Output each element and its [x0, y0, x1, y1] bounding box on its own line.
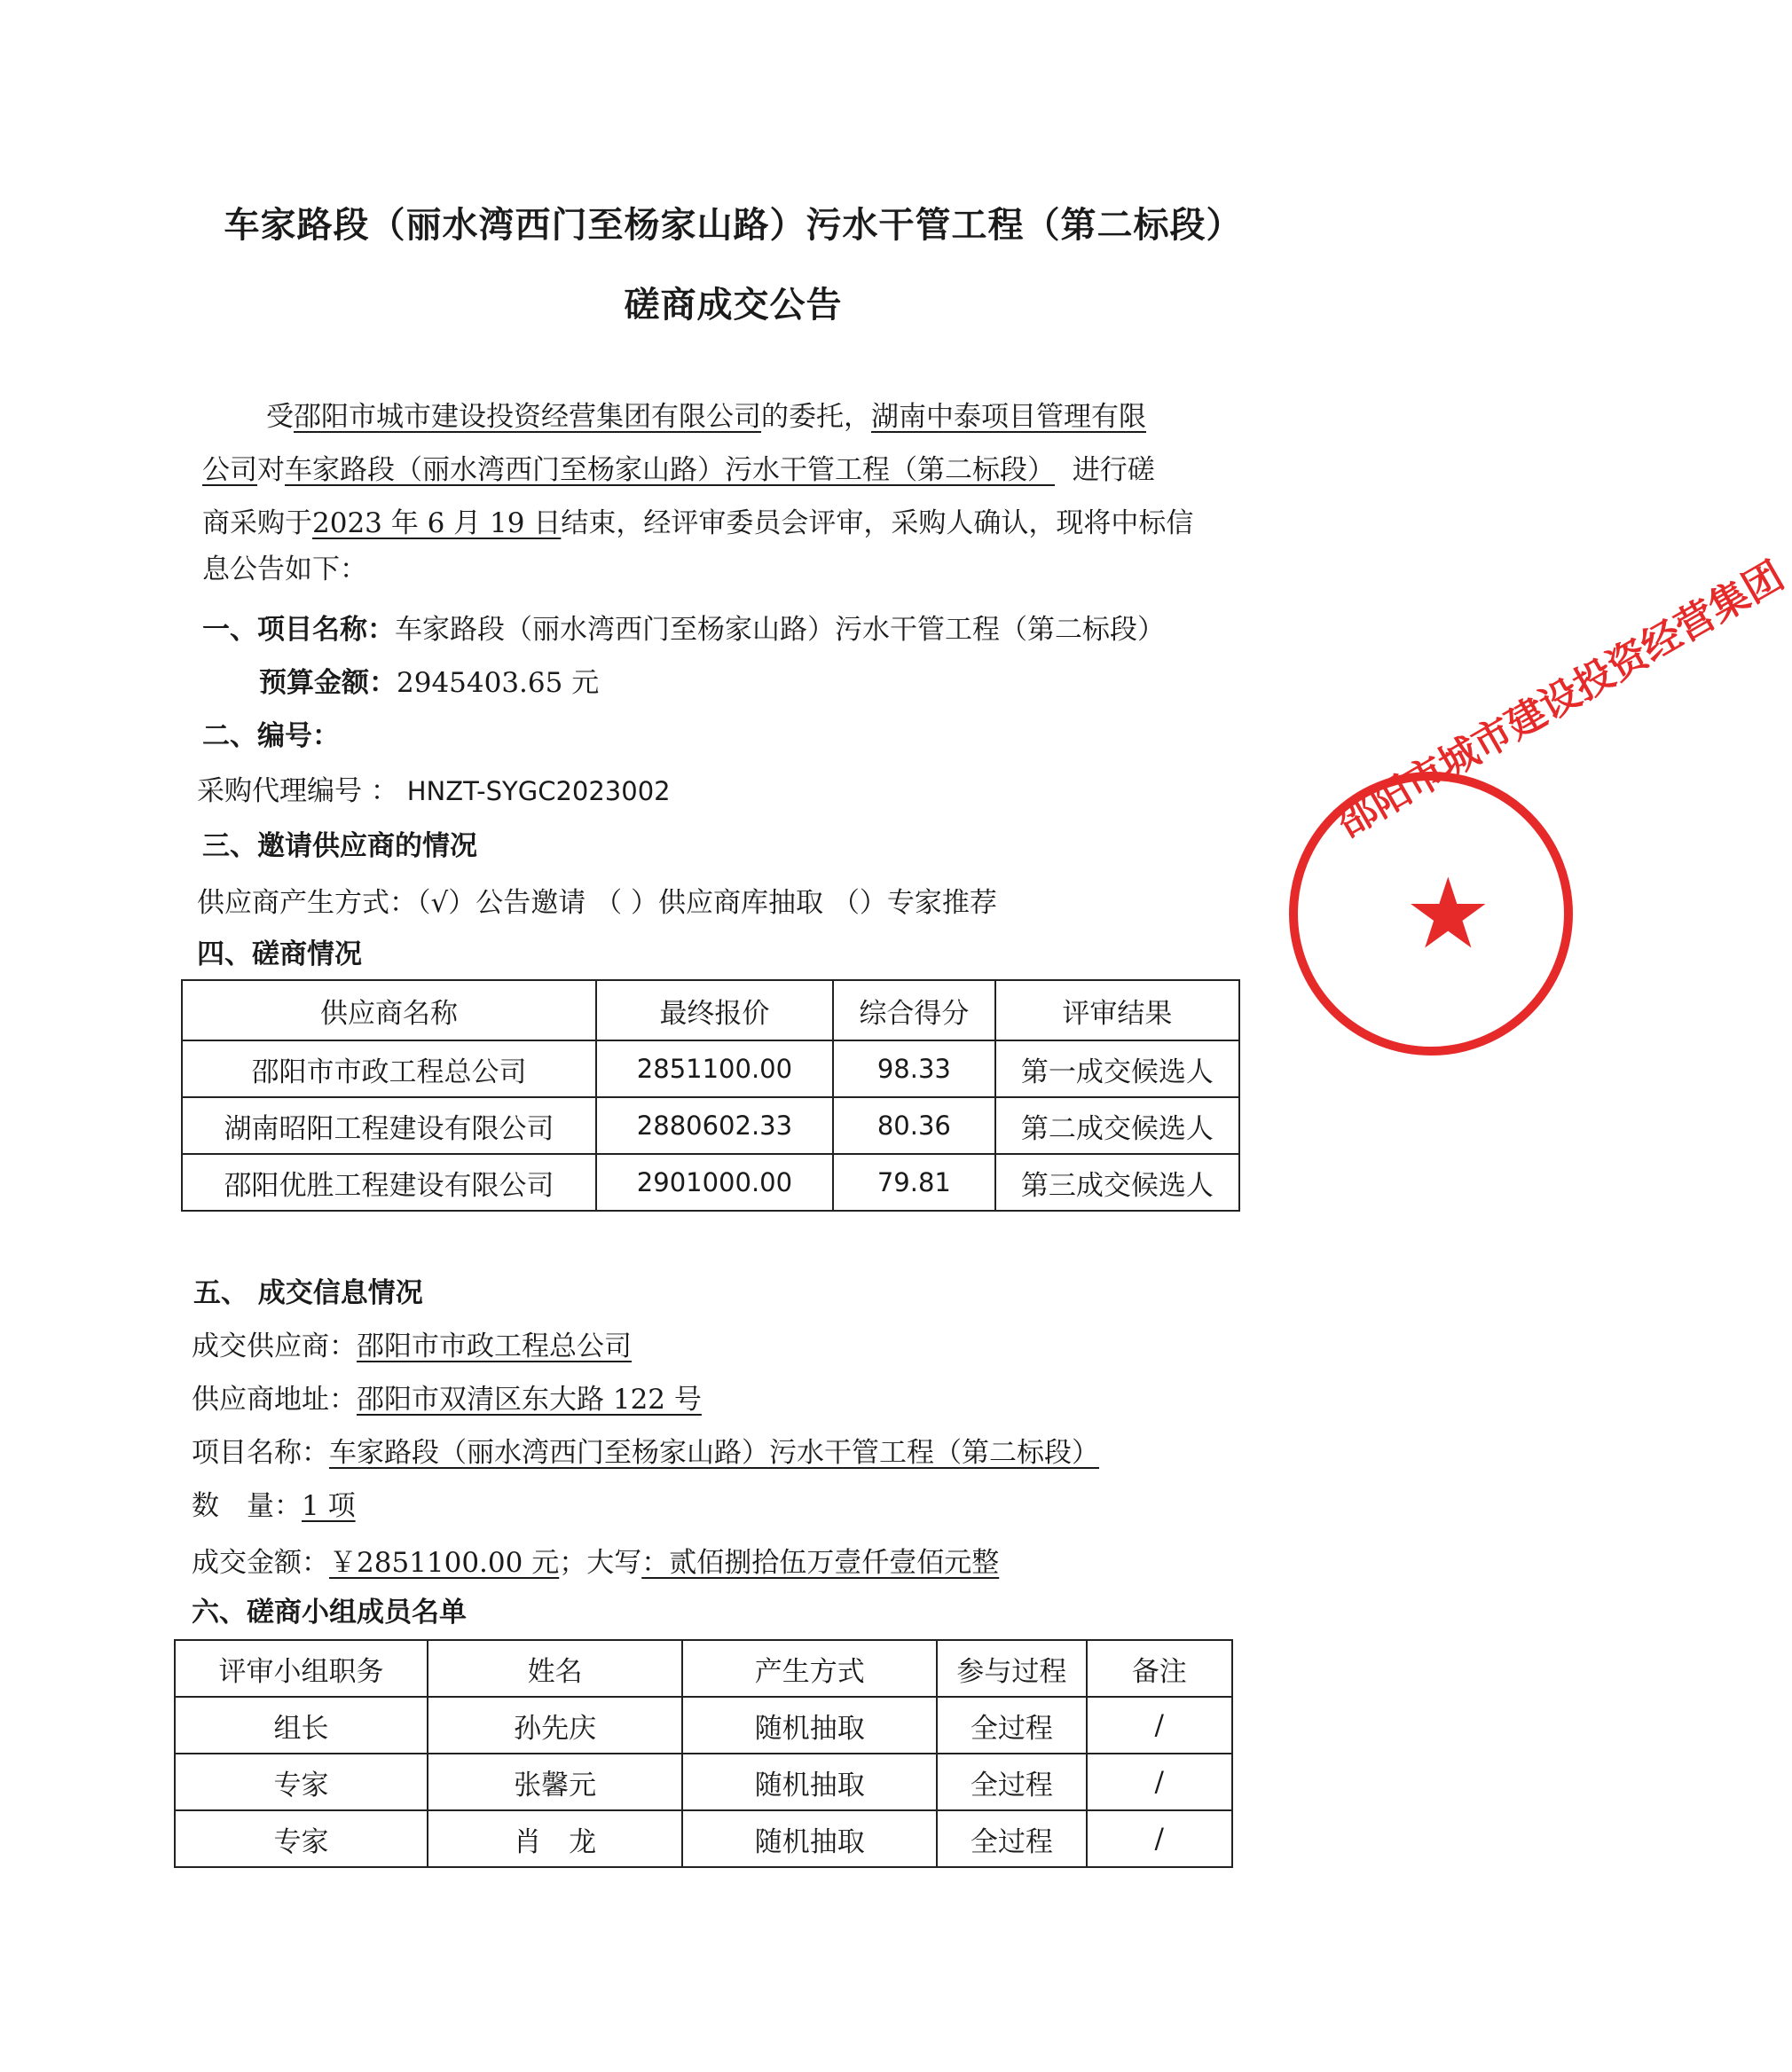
section-heading: 一、项目名称： — [202, 614, 395, 646]
table-header-row — [182, 980, 1239, 1040]
deal-supplier-line — [192, 1327, 632, 1366]
section-2-heading: 二、编号： — [202, 720, 340, 752]
score-cell: 80.36 — [833, 1097, 995, 1154]
star-icon: ★ — [1404, 857, 1492, 970]
column-header: 最终报价 — [596, 980, 833, 1040]
supplier-name-cell: 湖南昭阳工程建设有限公司 — [182, 1097, 596, 1154]
table-row — [182, 1154, 1239, 1211]
intro-text: 进行磋 — [1072, 454, 1155, 486]
quote-cell: 2851100.00 — [596, 1040, 833, 1097]
section-4-heading: 四、磋商情况 — [197, 938, 362, 970]
participation-cell: 全过程 — [937, 1810, 1086, 1867]
table-header-row — [175, 1640, 1232, 1697]
supplier-method-line: 供应商产生方式：（√）公告邀请 （ ）供应商库抽取 （）专家推荐 — [197, 887, 997, 919]
amount-words-value: ：贰佰捌拾伍万壹仟壹佰元整 — [641, 1547, 1000, 1579]
budget-line — [259, 663, 599, 702]
quantity-label: 数 量： — [192, 1490, 302, 1522]
selection-method-cell: 随机抽取 — [682, 1810, 937, 1867]
score-cell: 79.81 — [833, 1154, 995, 1211]
deal-supplier-value: 邵阳市市政工程总公司 — [357, 1330, 632, 1362]
budget-label: 预算金额： — [259, 667, 397, 699]
project-name: 车家路段（丽水湾西门至杨家山路）污水干管工程（第二标段） — [285, 454, 1055, 486]
seal-text: 邵阳市城市建设投资经营集团 — [1329, 553, 1792, 846]
section-6-heading: 六、磋商小组成员名单 — [192, 1597, 467, 1629]
intro-line-1 — [266, 397, 1146, 436]
selection-method-cell: 随机抽取 — [682, 1754, 937, 1810]
role-cell: 专家 — [175, 1754, 428, 1810]
amount-words-label: ；大写 — [559, 1547, 642, 1579]
section-1 — [202, 610, 1165, 649]
column-header: 综合得分 — [833, 980, 995, 1040]
column-header: 供应商名称 — [182, 980, 596, 1040]
intro-text: 的委托， — [761, 401, 871, 433]
agent-name: 湖南中泰项目管理有限 — [871, 401, 1146, 433]
end-date: 2023 年 6 月 19 日 — [312, 507, 562, 539]
section-3-heading: 三、邀请供应商的情况 — [202, 830, 477, 862]
intro-text: 对 — [257, 454, 285, 486]
column-header: 参与过程 — [937, 1640, 1086, 1697]
supplier-address-label: 供应商地址： — [192, 1384, 357, 1416]
agent-name: 公司 — [202, 454, 257, 486]
deal-project-value: 车家路段（丽水湾西门至杨家山路）污水干管工程（第二标段） — [329, 1437, 1099, 1469]
column-header: 姓名 — [428, 1640, 682, 1697]
quote-cell: 2880602.33 — [596, 1097, 833, 1154]
intro-text: 受 — [266, 401, 294, 433]
intro-line-2 — [202, 451, 1155, 490]
intro-line-4: 息公告如下： — [202, 553, 367, 585]
intro-text: 结束，经评审委员会评审，采购人确认，现将中标信 — [561, 507, 1194, 539]
project-name: 车家路段（丽水湾西门至杨家山路）污水干管工程（第二标段） — [395, 614, 1165, 646]
deal-project-line — [192, 1433, 1099, 1472]
bidding-table — [181, 979, 1240, 1212]
table-row — [182, 1040, 1239, 1097]
agency-code-line — [197, 772, 671, 811]
quantity-value: 1 项 — [302, 1490, 356, 1522]
table-row — [175, 1697, 1232, 1754]
remark-cell: / — [1087, 1697, 1232, 1754]
deal-project-label: 项目名称： — [192, 1437, 329, 1469]
deal-amount-line — [192, 1543, 999, 1582]
agency-code-label: 采购代理编号 ： — [197, 775, 398, 807]
participation-cell: 全过程 — [937, 1697, 1086, 1754]
participation-cell: 全过程 — [937, 1754, 1086, 1810]
section-5-heading: 五、 成交信息情况 — [193, 1277, 423, 1309]
owner-name: 邵阳市城市建设投资经营集团有限公司 — [294, 401, 761, 433]
agency-code-value: HNZT-SYGC2023002 — [406, 776, 671, 806]
deal-supplier-label: 成交供应商： — [192, 1330, 357, 1362]
remark-cell: / — [1087, 1810, 1232, 1867]
deal-amount-label: 成交金额： — [192, 1547, 329, 1579]
table-row — [175, 1810, 1232, 1867]
result-cell: 第一成交候选人 — [995, 1040, 1239, 1097]
column-header: 评审结果 — [995, 980, 1239, 1040]
intro-text: 商采购于 — [202, 507, 312, 539]
panel-members-table — [174, 1639, 1233, 1868]
intro-line-3 — [202, 504, 1193, 543]
table-row — [175, 1754, 1232, 1810]
role-cell: 组长 — [175, 1697, 428, 1754]
result-cell: 第二成交候选人 — [995, 1097, 1239, 1154]
document-title-line1: 车家路段（丽水湾西门至杨家山路）污水干管工程（第二标段） — [224, 204, 1243, 246]
column-header: 评审小组职务 — [175, 1640, 428, 1697]
column-header: 备注 — [1087, 1640, 1232, 1697]
table-row — [182, 1097, 1239, 1154]
result-cell: 第三成交候选人 — [995, 1154, 1239, 1211]
score-cell: 98.33 — [833, 1040, 995, 1097]
quote-cell: 2901000.00 — [596, 1154, 833, 1211]
selection-method-cell: 随机抽取 — [682, 1697, 937, 1754]
member-name-cell: 肖 龙 — [428, 1810, 682, 1867]
column-header: 产生方式 — [682, 1640, 937, 1697]
member-name-cell: 孙先庆 — [428, 1697, 682, 1754]
document-title-line2: 磋商成交公告 — [624, 284, 843, 326]
quantity-line — [192, 1487, 356, 1526]
supplier-address-value: 邵阳市双清区东大路 122 号 — [357, 1384, 702, 1416]
budget-value: 2945403.65 元 — [397, 667, 600, 699]
company-seal — [1289, 553, 1792, 1056]
supplier-name-cell: 邵阳市市政工程总公司 — [182, 1040, 596, 1097]
role-cell: 专家 — [175, 1810, 428, 1867]
deal-amount-value: ￥2851100.00 元 — [329, 1547, 560, 1579]
member-name-cell: 张馨元 — [428, 1754, 682, 1810]
supplier-name-cell: 邵阳优胜工程建设有限公司 — [182, 1154, 596, 1211]
supplier-address-line — [192, 1380, 702, 1419]
remark-cell: / — [1087, 1754, 1232, 1810]
